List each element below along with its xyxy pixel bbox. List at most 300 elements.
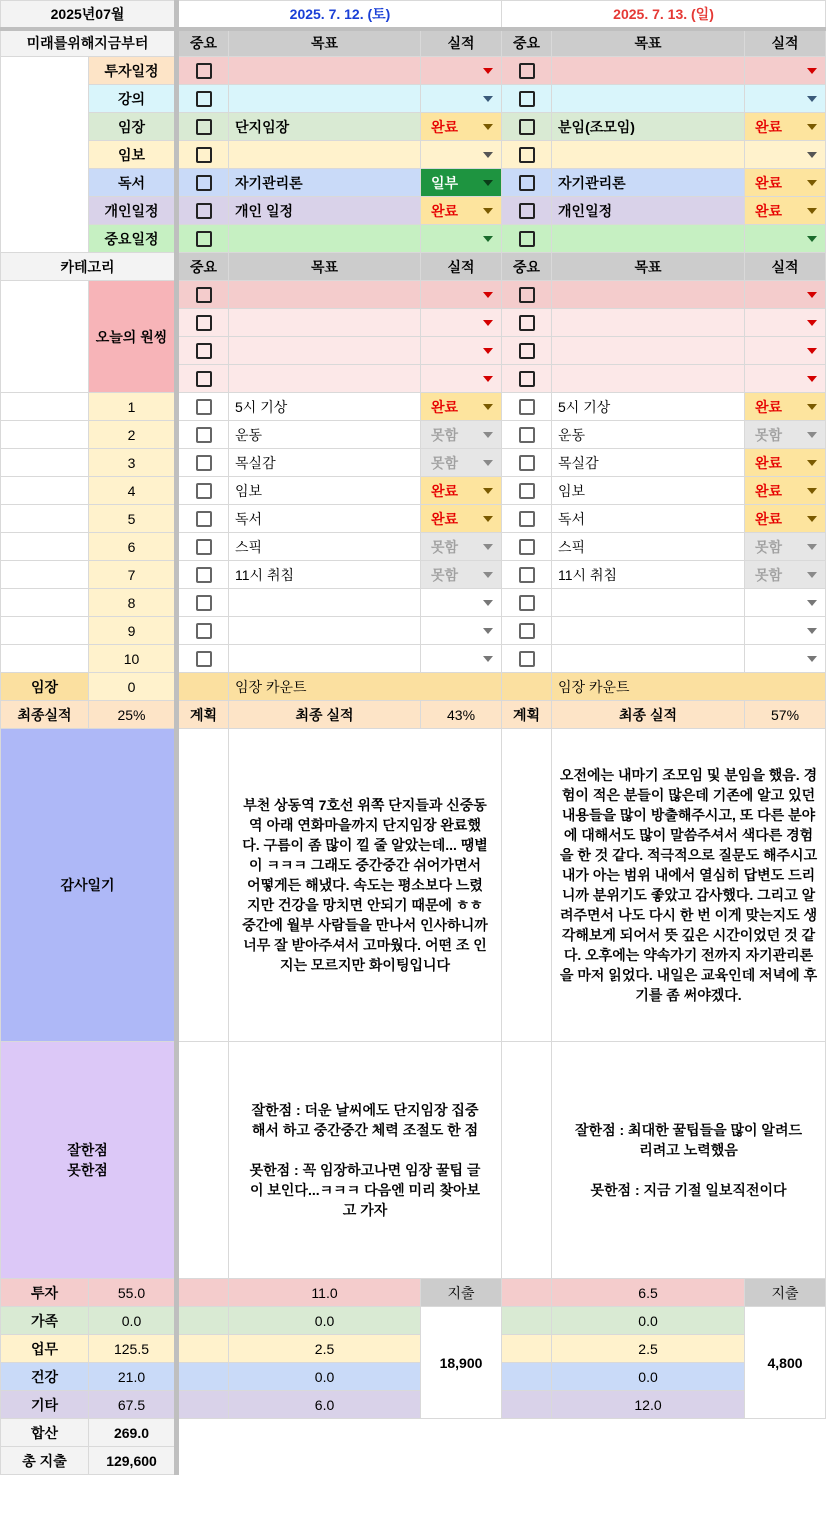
time-label: 건강 [1, 1363, 89, 1391]
d1-schedule-checkbox[interactable] [196, 175, 212, 191]
d2-one-thing-checkbox[interactable] [519, 315, 535, 331]
d2-one-thing-checkbox[interactable] [519, 343, 535, 359]
d2-habit-checkbox-cell [502, 617, 552, 645]
d1-habit-checkbox[interactable] [196, 567, 212, 583]
habit-row [1, 421, 826, 449]
d2-habit-checkbox-cell [502, 589, 552, 617]
d2-journal-blank [502, 729, 552, 1042]
d2-habit-goal[interactable] [552, 617, 745, 645]
d1-one-thing-goal[interactable] [229, 281, 421, 309]
habit-spacer [1, 449, 89, 477]
d1-habit-goal[interactable] [229, 617, 421, 645]
d1-schedule-checkbox[interactable] [196, 203, 212, 219]
d1-habit-result-value: 완료 [431, 482, 459, 499]
d1-schedule-checkbox-cell [177, 57, 229, 85]
total-expense-label: 총 지출 [1, 1447, 89, 1475]
chevron-down-icon[interactable] [807, 180, 817, 186]
chevron-down-icon[interactable] [807, 96, 817, 102]
d1-habit-checkbox[interactable] [196, 623, 212, 639]
d1-time-value: 0.0 [229, 1363, 421, 1391]
d2-good-text: 잘한점 : 최대한 꿀팁들을 많이 알려드리려고 노력했음 [575, 1122, 803, 1158]
d2-habit-result[interactable] [745, 589, 826, 617]
review-label-bad: 못한점 [67, 1162, 108, 1178]
d1-habit-goal[interactable]: 5시 기상 [229, 393, 421, 421]
d1-goal-header: 목표 [229, 253, 421, 281]
d1-habit-checkbox[interactable] [196, 399, 212, 415]
habit-spacer [1, 533, 89, 561]
chevron-down-icon[interactable] [807, 320, 817, 326]
habit-row [1, 533, 826, 561]
d1-time-blank [177, 1307, 229, 1335]
d2-schedule-goal[interactable] [552, 141, 745, 169]
d1-schedule-goal[interactable] [229, 85, 421, 113]
chevron-down-icon[interactable] [483, 180, 493, 186]
habit-number: 3 [89, 449, 177, 477]
d2-habit-result[interactable] [745, 393, 826, 421]
d1-schedule-checkbox-cell [177, 197, 229, 225]
d2-schedule-goal[interactable]: 분임(조모임) [552, 113, 745, 141]
d2-one-thing-result[interactable] [745, 281, 826, 309]
d2-schedule-result[interactable] [745, 113, 826, 141]
d2-habit-goal[interactable]: 목실감 [552, 449, 745, 477]
d2-schedule-goal[interactable] [552, 225, 745, 253]
d2-schedule-goal[interactable]: 개인일정 [552, 197, 745, 225]
d2-schedule-checkbox[interactable] [519, 203, 535, 219]
d2-final-pct: 57% [745, 701, 826, 729]
chevron-down-icon[interactable] [807, 572, 817, 578]
d1-schedule-goal[interactable]: 단지임장 [229, 113, 421, 141]
d2-habit-result-value: 못함 [755, 426, 783, 443]
schedule-label: 임보 [89, 141, 177, 169]
d1-habit-result[interactable] [421, 533, 502, 561]
chevron-down-icon[interactable] [807, 656, 817, 662]
d2-habit-checkbox-cell [502, 477, 552, 505]
d1-habit-result-value: 못함 [431, 454, 459, 471]
time-total: 0.0 [89, 1307, 177, 1335]
d1-schedule-result[interactable] [421, 113, 502, 141]
d1-goal-header: 목표 [229, 29, 421, 57]
d2-habit-checkbox-cell [502, 449, 552, 477]
d2-habit-checkbox[interactable] [519, 595, 535, 611]
d2-one-thing-checkbox-cell [502, 337, 552, 365]
section1-header: 미래를위해지금부터 [1, 29, 177, 57]
chevron-down-icon[interactable] [483, 152, 493, 158]
d1-habit-result[interactable] [421, 617, 502, 645]
d2-schedule-result[interactable] [745, 141, 826, 169]
d1-one-thing-goal[interactable] [229, 365, 421, 393]
d1-habit-checkbox[interactable] [196, 455, 212, 471]
d2-schedule-result-value: 완료 [755, 118, 783, 135]
d1-schedule-goal[interactable] [229, 141, 421, 169]
d1-habit-checkbox[interactable] [196, 595, 212, 611]
d2-imjang-blank [502, 673, 552, 701]
d2-habit-checkbox-cell [502, 421, 552, 449]
chevron-down-icon[interactable] [483, 460, 493, 466]
d2-one-thing-checkbox-cell [502, 281, 552, 309]
chevron-down-icon[interactable] [807, 460, 817, 466]
chevron-down-icon[interactable] [807, 68, 817, 74]
d1-habit-goal[interactable]: 독서 [229, 505, 421, 533]
imjang-label: 임장 [1, 673, 89, 701]
d2-habit-result-value: 못함 [755, 538, 783, 555]
chevron-down-icon[interactable] [483, 348, 493, 354]
d1-habit-checkbox[interactable] [196, 483, 212, 499]
d1-result-header: 실적 [421, 29, 502, 57]
habit-spacer [1, 617, 89, 645]
d2-habit-checkbox[interactable] [519, 567, 535, 583]
chevron-down-icon[interactable] [807, 348, 817, 354]
d1-time-value: 2.5 [229, 1335, 421, 1363]
schedule-label: 강의 [89, 85, 177, 113]
d1-schedule-goal[interactable] [229, 57, 421, 85]
d2-schedule-checkbox-cell [502, 169, 552, 197]
d2-habit-result-value: 완료 [755, 454, 783, 471]
gratitude-label: 감사일기 [1, 729, 177, 1042]
d2-schedule-checkbox[interactable] [519, 231, 535, 247]
chevron-down-icon[interactable] [807, 152, 817, 158]
d2-schedule-result[interactable] [745, 197, 826, 225]
d1-one-thing-result[interactable] [421, 365, 502, 393]
d1-schedule-result[interactable] [421, 197, 502, 225]
d1-habit-checkbox-cell [177, 449, 229, 477]
d1-schedule-checkbox-cell [177, 169, 229, 197]
d1-one-thing-checkbox-cell [177, 281, 229, 309]
schedule-row [1, 57, 826, 85]
d2-habit-result[interactable] [745, 645, 826, 673]
habit-spacer [1, 561, 89, 589]
schedule-row [1, 225, 826, 253]
d2-habit-result-value: 완료 [755, 510, 783, 527]
d1-one-thing-checkbox-cell [177, 309, 229, 337]
d1-schedule-checkbox[interactable] [196, 119, 212, 135]
habit-spacer [1, 645, 89, 673]
time-row [1, 1391, 826, 1419]
d1-habit-checkbox-cell [177, 421, 229, 449]
d1-habit-goal[interactable]: 스픽 [229, 533, 421, 561]
chevron-down-icon[interactable] [483, 628, 493, 634]
d1-schedule-result-value: 완료 [431, 202, 459, 219]
d2-goal-header: 목표 [552, 29, 745, 57]
d2-time-value: 2.5 [552, 1335, 745, 1363]
chevron-down-icon[interactable] [483, 572, 493, 578]
d2-schedule-result[interactable] [745, 169, 826, 197]
d2-habit-goal[interactable]: 11시 취침 [552, 561, 745, 589]
d1-habit-result[interactable] [421, 589, 502, 617]
d1-habit-result[interactable] [421, 449, 502, 477]
d1-review-blank [177, 1042, 229, 1279]
d1-one-thing-checkbox[interactable] [196, 371, 212, 387]
habit-spacer [1, 393, 89, 421]
chevron-down-icon[interactable] [483, 432, 493, 438]
d1-time-value: 0.0 [229, 1307, 421, 1335]
d1-schedule-goal[interactable]: 자기관리론 [229, 169, 421, 197]
chevron-down-icon[interactable] [807, 628, 817, 634]
chevron-down-icon[interactable] [807, 292, 817, 298]
d2-time-blank [502, 1307, 552, 1335]
d2-habit-goal[interactable]: 5시 기상 [552, 393, 745, 421]
d1-habit-result[interactable] [421, 421, 502, 449]
d2-habit-result[interactable] [745, 617, 826, 645]
d1-habit-result-value: 완료 [431, 510, 459, 527]
one-thing-label: 오늘의 원씽 [89, 281, 177, 393]
d1-habit-checkbox-cell [177, 393, 229, 421]
habit-row [1, 589, 826, 617]
d2-habit-checkbox[interactable] [519, 399, 535, 415]
habit-spacer [1, 477, 89, 505]
chevron-down-icon[interactable] [807, 376, 817, 382]
time-label: 기타 [1, 1391, 89, 1419]
d1-habit-checkbox[interactable] [196, 427, 212, 443]
d1-imjang-blank [177, 673, 229, 701]
d1-time-blank [177, 1335, 229, 1363]
day1-date: 2025. 7. 12. (토) [177, 1, 502, 29]
time-row [1, 1279, 826, 1307]
d1-habit-goal[interactable]: 11시 취침 [229, 561, 421, 589]
d1-habit-checkbox-cell [177, 589, 229, 617]
d2-one-thing-checkbox[interactable] [519, 287, 535, 303]
d2-time-value: 0.0 [552, 1363, 745, 1391]
chevron-down-icon[interactable] [483, 96, 493, 102]
d2-habit-goal[interactable]: 스픽 [552, 533, 745, 561]
d1-habit-checkbox[interactable] [196, 511, 212, 527]
chevron-down-icon[interactable] [807, 404, 817, 410]
chevron-down-icon[interactable] [483, 292, 493, 298]
d1-habit-result[interactable] [421, 477, 502, 505]
d2-habit-result[interactable] [745, 505, 826, 533]
d1-time-value: 11.0 [229, 1279, 421, 1307]
d2-schedule-checkbox-cell [502, 197, 552, 225]
schedule-label: 투자일정 [89, 57, 177, 85]
chevron-down-icon[interactable] [483, 404, 493, 410]
habit-number: 6 [89, 533, 177, 561]
d1-schedule-goal[interactable]: 개인 일정 [229, 197, 421, 225]
d1-habit-result[interactable] [421, 645, 502, 673]
d2-habit-checkbox[interactable] [519, 539, 535, 555]
d2-one-thing-goal[interactable] [552, 309, 745, 337]
d1-review-text[interactable] [229, 1042, 502, 1279]
d1-schedule-result[interactable] [421, 57, 502, 85]
d2-schedule-checkbox[interactable] [519, 147, 535, 163]
d2-habit-checkbox[interactable] [519, 511, 535, 527]
d2-habit-result[interactable] [745, 561, 826, 589]
d2-habit-result-value: 못함 [755, 566, 783, 583]
d1-one-thing-result[interactable] [421, 281, 502, 309]
habit-row [1, 561, 826, 589]
d1-schedule-checkbox[interactable] [196, 231, 212, 247]
d1-habit-result[interactable] [421, 505, 502, 533]
chevron-down-icon[interactable] [807, 488, 817, 494]
chevron-down-icon[interactable] [807, 124, 817, 130]
habit-number: 10 [89, 645, 177, 673]
chevron-down-icon[interactable] [483, 376, 493, 382]
d2-expense-label: 지출 [745, 1279, 826, 1307]
chevron-down-icon[interactable] [807, 544, 817, 550]
chevron-down-icon[interactable] [807, 236, 817, 242]
d1-good-text: 잘한점 : 더운 날씨에도 단지임장 집중해서 하고 중간중간 체력 조절도 한 점 [251, 1102, 479, 1138]
d2-habit-goal[interactable] [552, 589, 745, 617]
d2-plan-label: 계획 [502, 701, 552, 729]
d2-habit-goal[interactable] [552, 645, 745, 673]
d2-schedule-goal[interactable] [552, 57, 745, 85]
chevron-down-icon[interactable] [483, 544, 493, 550]
d2-schedule-result-value: 완료 [755, 202, 783, 219]
total-expense-value: 129,600 [89, 1447, 177, 1475]
time-row [1, 1307, 826, 1335]
habit-number: 8 [89, 589, 177, 617]
d2-schedule-checkbox[interactable] [519, 175, 535, 191]
d1-schedule-result[interactable] [421, 225, 502, 253]
d1-one-thing-checkbox[interactable] [196, 315, 212, 331]
d1-schedule-result[interactable] [421, 141, 502, 169]
time-row [1, 1363, 826, 1391]
d1-habit-goal[interactable]: 목실감 [229, 449, 421, 477]
d2-habit-checkbox-cell [502, 393, 552, 421]
d1-one-thing-goal[interactable] [229, 309, 421, 337]
d2-habit-checkbox[interactable] [519, 427, 535, 443]
d2-schedule-result[interactable] [745, 57, 826, 85]
chevron-down-icon[interactable] [483, 208, 493, 214]
chevron-down-icon[interactable] [483, 124, 493, 130]
sum-label: 합산 [1, 1419, 89, 1447]
d2-habit-checkbox[interactable] [519, 455, 535, 471]
d1-one-thing-result[interactable] [421, 309, 502, 337]
d2-schedule-checkbox[interactable] [519, 63, 535, 79]
d1-time-blank [177, 1363, 229, 1391]
d1-one-thing-checkbox-cell [177, 365, 229, 393]
d1-habit-goal[interactable]: 임보 [229, 477, 421, 505]
final-value: 25% [89, 701, 177, 729]
d2-one-thing-result[interactable] [745, 309, 826, 337]
chevron-down-icon[interactable] [483, 516, 493, 522]
d2-habit-checkbox[interactable] [519, 483, 535, 499]
d2-time-value: 12.0 [552, 1391, 745, 1419]
d2-habit-result[interactable] [745, 421, 826, 449]
chevron-down-icon[interactable] [807, 432, 817, 438]
d2-habit-goal[interactable]: 운동 [552, 421, 745, 449]
habit-spacer [1, 505, 89, 533]
d1-schedule-result[interactable] [421, 85, 502, 113]
d2-habit-result-value: 완료 [755, 398, 783, 415]
month-title: 2025년07월 [1, 1, 177, 29]
d1-habit-goal[interactable] [229, 589, 421, 617]
d2-time-value: 6.5 [552, 1279, 745, 1307]
time-label: 가족 [1, 1307, 89, 1335]
d2-one-thing-goal[interactable] [552, 337, 745, 365]
chevron-down-icon[interactable] [483, 656, 493, 662]
habit-spacer [1, 421, 89, 449]
d1-habit-result[interactable] [421, 393, 502, 421]
d2-gratitude-text[interactable]: 오전에는 내마기 조모임 및 분임을 했음. 경험이 적은 분들이 많은데 기존에 알고 있던 내용들을 많이 방출해주시고, 또 다른 분야에 대해서도 많이 말씀주셔서 색다른 경험을 한 것 같다. 적극적으로 질문도 해주시고 내가 아는 범위 내에서 열심히 답변도 드리니까 분위기도 좋았고 감사했다. 그리고 알려주면서 나도 다시 한 번 이게 맞는지도 생각해보게 되어서 뜻 깊은 시간이었던 것 같다. 오후에는 약속가기 전까지 자기관리론을 마저 읽었다. 내일은 교육인데 저녁에 후기를 좀 써야겠다. [552, 729, 826, 1042]
d1-habit-result-value: 완료 [431, 398, 459, 415]
d2-habit-checkbox-cell [502, 505, 552, 533]
d2-one-thing-result[interactable] [745, 365, 826, 393]
d2-habit-goal[interactable]: 독서 [552, 505, 745, 533]
d1-habit-checkbox[interactable] [196, 651, 212, 667]
chevron-down-icon[interactable] [807, 516, 817, 522]
d2-schedule-result[interactable] [745, 225, 826, 253]
d2-habit-result[interactable] [745, 533, 826, 561]
d1-schedule-checkbox-cell [177, 141, 229, 169]
d2-schedule-goal[interactable]: 자기관리론 [552, 169, 745, 197]
chevron-down-icon[interactable] [807, 600, 817, 606]
d1-final-pct: 43% [421, 701, 502, 729]
d2-habit-checkbox-cell [502, 561, 552, 589]
d2-time-blank [502, 1335, 552, 1363]
d2-schedule-result[interactable] [745, 85, 826, 113]
d2-schedule-checkbox[interactable] [519, 91, 535, 107]
d1-time-value: 6.0 [229, 1391, 421, 1419]
chevron-down-icon[interactable] [483, 488, 493, 494]
d1-habit-checkbox-cell [177, 533, 229, 561]
schedule-label: 중요일정 [89, 225, 177, 253]
time-label: 투자 [1, 1279, 89, 1307]
d1-schedule-checkbox[interactable] [196, 147, 212, 163]
d1-result-header: 실적 [421, 253, 502, 281]
day2-date: 2025. 7. 13. (일) [502, 1, 826, 29]
d1-schedule-result[interactable] [421, 169, 502, 197]
d2-time-blank [502, 1363, 552, 1391]
schedule-label: 개인일정 [89, 197, 177, 225]
d1-habit-result[interactable] [421, 561, 502, 589]
schedule-spacer [1, 57, 89, 253]
d2-one-thing-checkbox[interactable] [519, 371, 535, 387]
chevron-down-icon[interactable] [483, 600, 493, 606]
review-label-good: 잘한점 [67, 1142, 108, 1158]
chevron-down-icon[interactable] [807, 208, 817, 214]
d1-schedule-checkbox[interactable] [196, 91, 212, 107]
d1-one-thing-result[interactable] [421, 337, 502, 365]
d1-one-thing-goal[interactable] [229, 337, 421, 365]
chevron-down-icon[interactable] [483, 68, 493, 74]
d2-time-blank [502, 1391, 552, 1419]
d2-habit-checkbox[interactable] [519, 651, 535, 667]
chevron-down-icon[interactable] [483, 320, 493, 326]
d2-important-header: 중요 [502, 29, 552, 57]
d1-journal-blank [177, 729, 229, 1042]
habit-number: 7 [89, 561, 177, 589]
d2-final-label: 최종 실적 [552, 701, 745, 729]
d2-schedule-goal[interactable] [552, 85, 745, 113]
d1-bad-text: 못한점 : 꼭 임장하고나면 임장 꿀팁 글이 보인다...ㅋㅋㅋ 다음엔 미리 찾아보고 가자 [249, 1162, 481, 1218]
d1-habit-goal[interactable] [229, 645, 421, 673]
d2-schedule-checkbox-cell [502, 57, 552, 85]
d2-review-text[interactable] [552, 1042, 826, 1279]
imjang-count: 0 [89, 673, 177, 701]
d1-schedule-checkbox[interactable] [196, 63, 212, 79]
d2-schedule-checkbox[interactable] [519, 119, 535, 135]
d1-one-thing-checkbox[interactable] [196, 343, 212, 359]
d1-habit-checkbox-cell [177, 645, 229, 673]
d1-habit-checkbox-cell [177, 505, 229, 533]
d2-habit-result[interactable] [745, 449, 826, 477]
chevron-down-icon[interactable] [483, 236, 493, 242]
d1-one-thing-checkbox[interactable] [196, 287, 212, 303]
d1-schedule-goal[interactable] [229, 225, 421, 253]
d2-one-thing-goal[interactable] [552, 281, 745, 309]
d2-one-thing-goal[interactable] [552, 365, 745, 393]
d2-habit-checkbox[interactable] [519, 623, 535, 639]
d1-habit-goal[interactable]: 운동 [229, 421, 421, 449]
d2-bad-text: 못한점 : 지금 기절 일보직전이다 [590, 1182, 787, 1198]
time-total: 55.0 [89, 1279, 177, 1307]
d2-one-thing-result[interactable] [745, 337, 826, 365]
time-total: 125.5 [89, 1335, 177, 1363]
d1-habit-checkbox[interactable] [196, 539, 212, 555]
d2-habit-goal[interactable]: 임보 [552, 477, 745, 505]
d2-habit-result[interactable] [745, 477, 826, 505]
d1-gratitude-text[interactable]: 부천 상동역 7호선 위쪽 단지들과 신중동역 아래 연화마을까지 단지임장 완료했다. 구름이 좀 많이 낄 줄 알았는데... 땡볕이 ㅋㅋㅋ 그래도 중간중간 쉬어가면서 어떻게든 해냈다. 속도는 평소보다 느렸지만 건강을 망치면 안되기 때문에 ㅎㅎ 중간에 월부 사람들을 만나서 인사하니까 너무 잘 받아주셔서 고마웠다. 어떤 조 인지는 모르지만 화이팅입니다 [229, 729, 502, 1042]
d1-expense-label: 지출 [421, 1279, 502, 1307]
